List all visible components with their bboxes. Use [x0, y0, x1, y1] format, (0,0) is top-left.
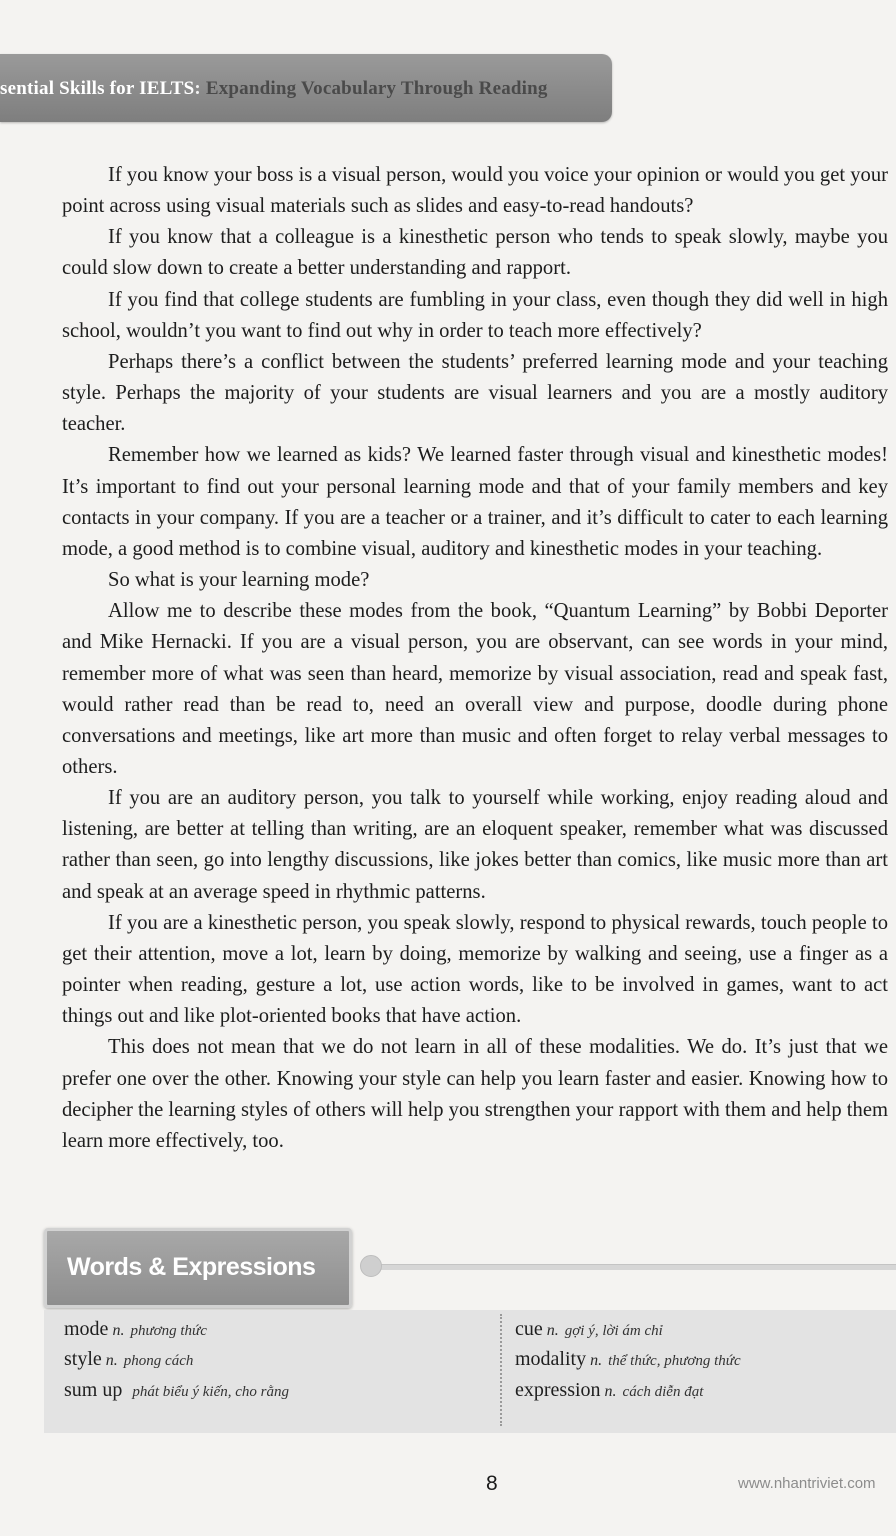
- vocab-definition: phương thức: [130, 1323, 207, 1339]
- running-header: [0, 78, 548, 100]
- vocab-word: mode: [64, 1318, 109, 1340]
- vocab-entry: [64, 1318, 207, 1341]
- book-title: Expanding Vocabulary Through Reading: [205, 78, 548, 99]
- section-rule: [368, 1264, 896, 1270]
- header-separator: :: [194, 78, 201, 99]
- paragraph: If you are an auditory person, you talk to yourself while working, enjoy reading aloud and listening, are better at telling than writing, are an eloquent speaker, remember what was discussed rather than seen, go into lengthy discussions, like jokes better than comics, like music more than art and speak at an average speed in rhythmic patterns.: [62, 787, 888, 903]
- words-expressions-section: [44, 1228, 896, 1433]
- vocab-entry: [64, 1348, 193, 1371]
- vocab-entry: [515, 1379, 703, 1402]
- vocab-entry: [515, 1318, 663, 1341]
- vocab-entry: [515, 1348, 741, 1371]
- vocab-pos: n.: [105, 1352, 118, 1369]
- section-title-box: [44, 1228, 352, 1308]
- paragraph: This does not mean that we do not learn in all of these modalities. We do. It’s just that we prefer one over the other. Knowing your style can help you learn faster and easier. Knowing how to decipher the learning styles of others will help you strengthen your rapport with them and help them learn more effectively, too.: [62, 1036, 888, 1152]
- column-divider: [500, 1314, 502, 1426]
- paragraph: If you know your boss is a visual person, would you voice your opinion or would you get your point across using visual materials such as slides and easy-to-read handouts?: [62, 164, 888, 218]
- paragraph: Allow me to describe these modes from the book, “Quantum Learning” by Bobbi Deporter and Mike Hernacki. If you are a visual person, you are observant, can see words in your mind, remember more of what was seen than heard, memorize by visual association, read and speak fast, would rather read than be read to, need an overall view and purpose, doodle during phone conversations and meetings, like art more than music and often forget to relay verbal messages to others.: [62, 600, 888, 778]
- vocab-word: cue: [515, 1318, 543, 1340]
- paragraph: If you find that college students are fumbling in your class, even though they did well in high school, wouldn’t you want to find out why in order to teach more effectively?: [62, 288, 888, 342]
- vocab-word: modality: [515, 1348, 587, 1370]
- article-body: [62, 160, 888, 1157]
- vocab-definition: phong cách: [123, 1353, 194, 1369]
- series-title: sential Skills for IELTS: [0, 78, 195, 99]
- paragraph: Remember how we learned as kids? We learned faster through visual and kinesthetic modes! It’s important to find out your personal learning mode and that of your family members and key contacts in your company. If you are a teacher or a trainer, and it’s difficult to cater to each learning mode, a good method is to combine visual, auditory and kinesthetic modes in your teaching.: [62, 444, 888, 560]
- rule-dot: [360, 1255, 382, 1277]
- vocab-entry: [64, 1379, 289, 1402]
- paragraph: If you are a kinesthetic person, you speak slowly, respond to physical rewards, touch people to get their attention, move a lot, learn by doing, memorize by walking and seeing, use a finger as a pointer when reading, gesture a lot, use action words, like to be involved in games, want to act things out and like plot-oriented books that have action.: [62, 911, 888, 1028]
- paragraph: Perhaps there’s a conflict between the students’ preferred learning mode and your teaching style. Perhaps the majority of your students are visual learners and you are a mostly auditory teacher.: [62, 350, 888, 436]
- vocab-definition: gợi ý, lời ám chỉ: [564, 1323, 663, 1339]
- vocab-pos: n.: [546, 1322, 559, 1339]
- paragraph: So what is your learning mode?: [108, 569, 370, 592]
- vocab-word: expression: [515, 1379, 601, 1401]
- vocab-definition: phát biểu ý kiến, cho rằng: [132, 1384, 289, 1400]
- section-title: Words & Expressions: [67, 1253, 316, 1281]
- vocab-pos: n.: [604, 1383, 617, 1400]
- vocab-definition: thể thức, phương thức: [608, 1353, 741, 1369]
- vocab-word: style: [64, 1348, 102, 1370]
- vocab-pos: n.: [112, 1322, 125, 1339]
- paragraph: If you know that a colleague is a kinesthetic person who tends to speak slowly, maybe you could slow down to create a better understanding and rapport.: [62, 226, 888, 280]
- publisher-website: www.nhantriviet.com: [738, 1475, 876, 1492]
- vocab-word: sum up: [64, 1379, 123, 1401]
- page-number: 8: [486, 1472, 498, 1495]
- vocab-definition: cách diễn đạt: [622, 1384, 704, 1400]
- vocab-pos: n.: [590, 1352, 603, 1369]
